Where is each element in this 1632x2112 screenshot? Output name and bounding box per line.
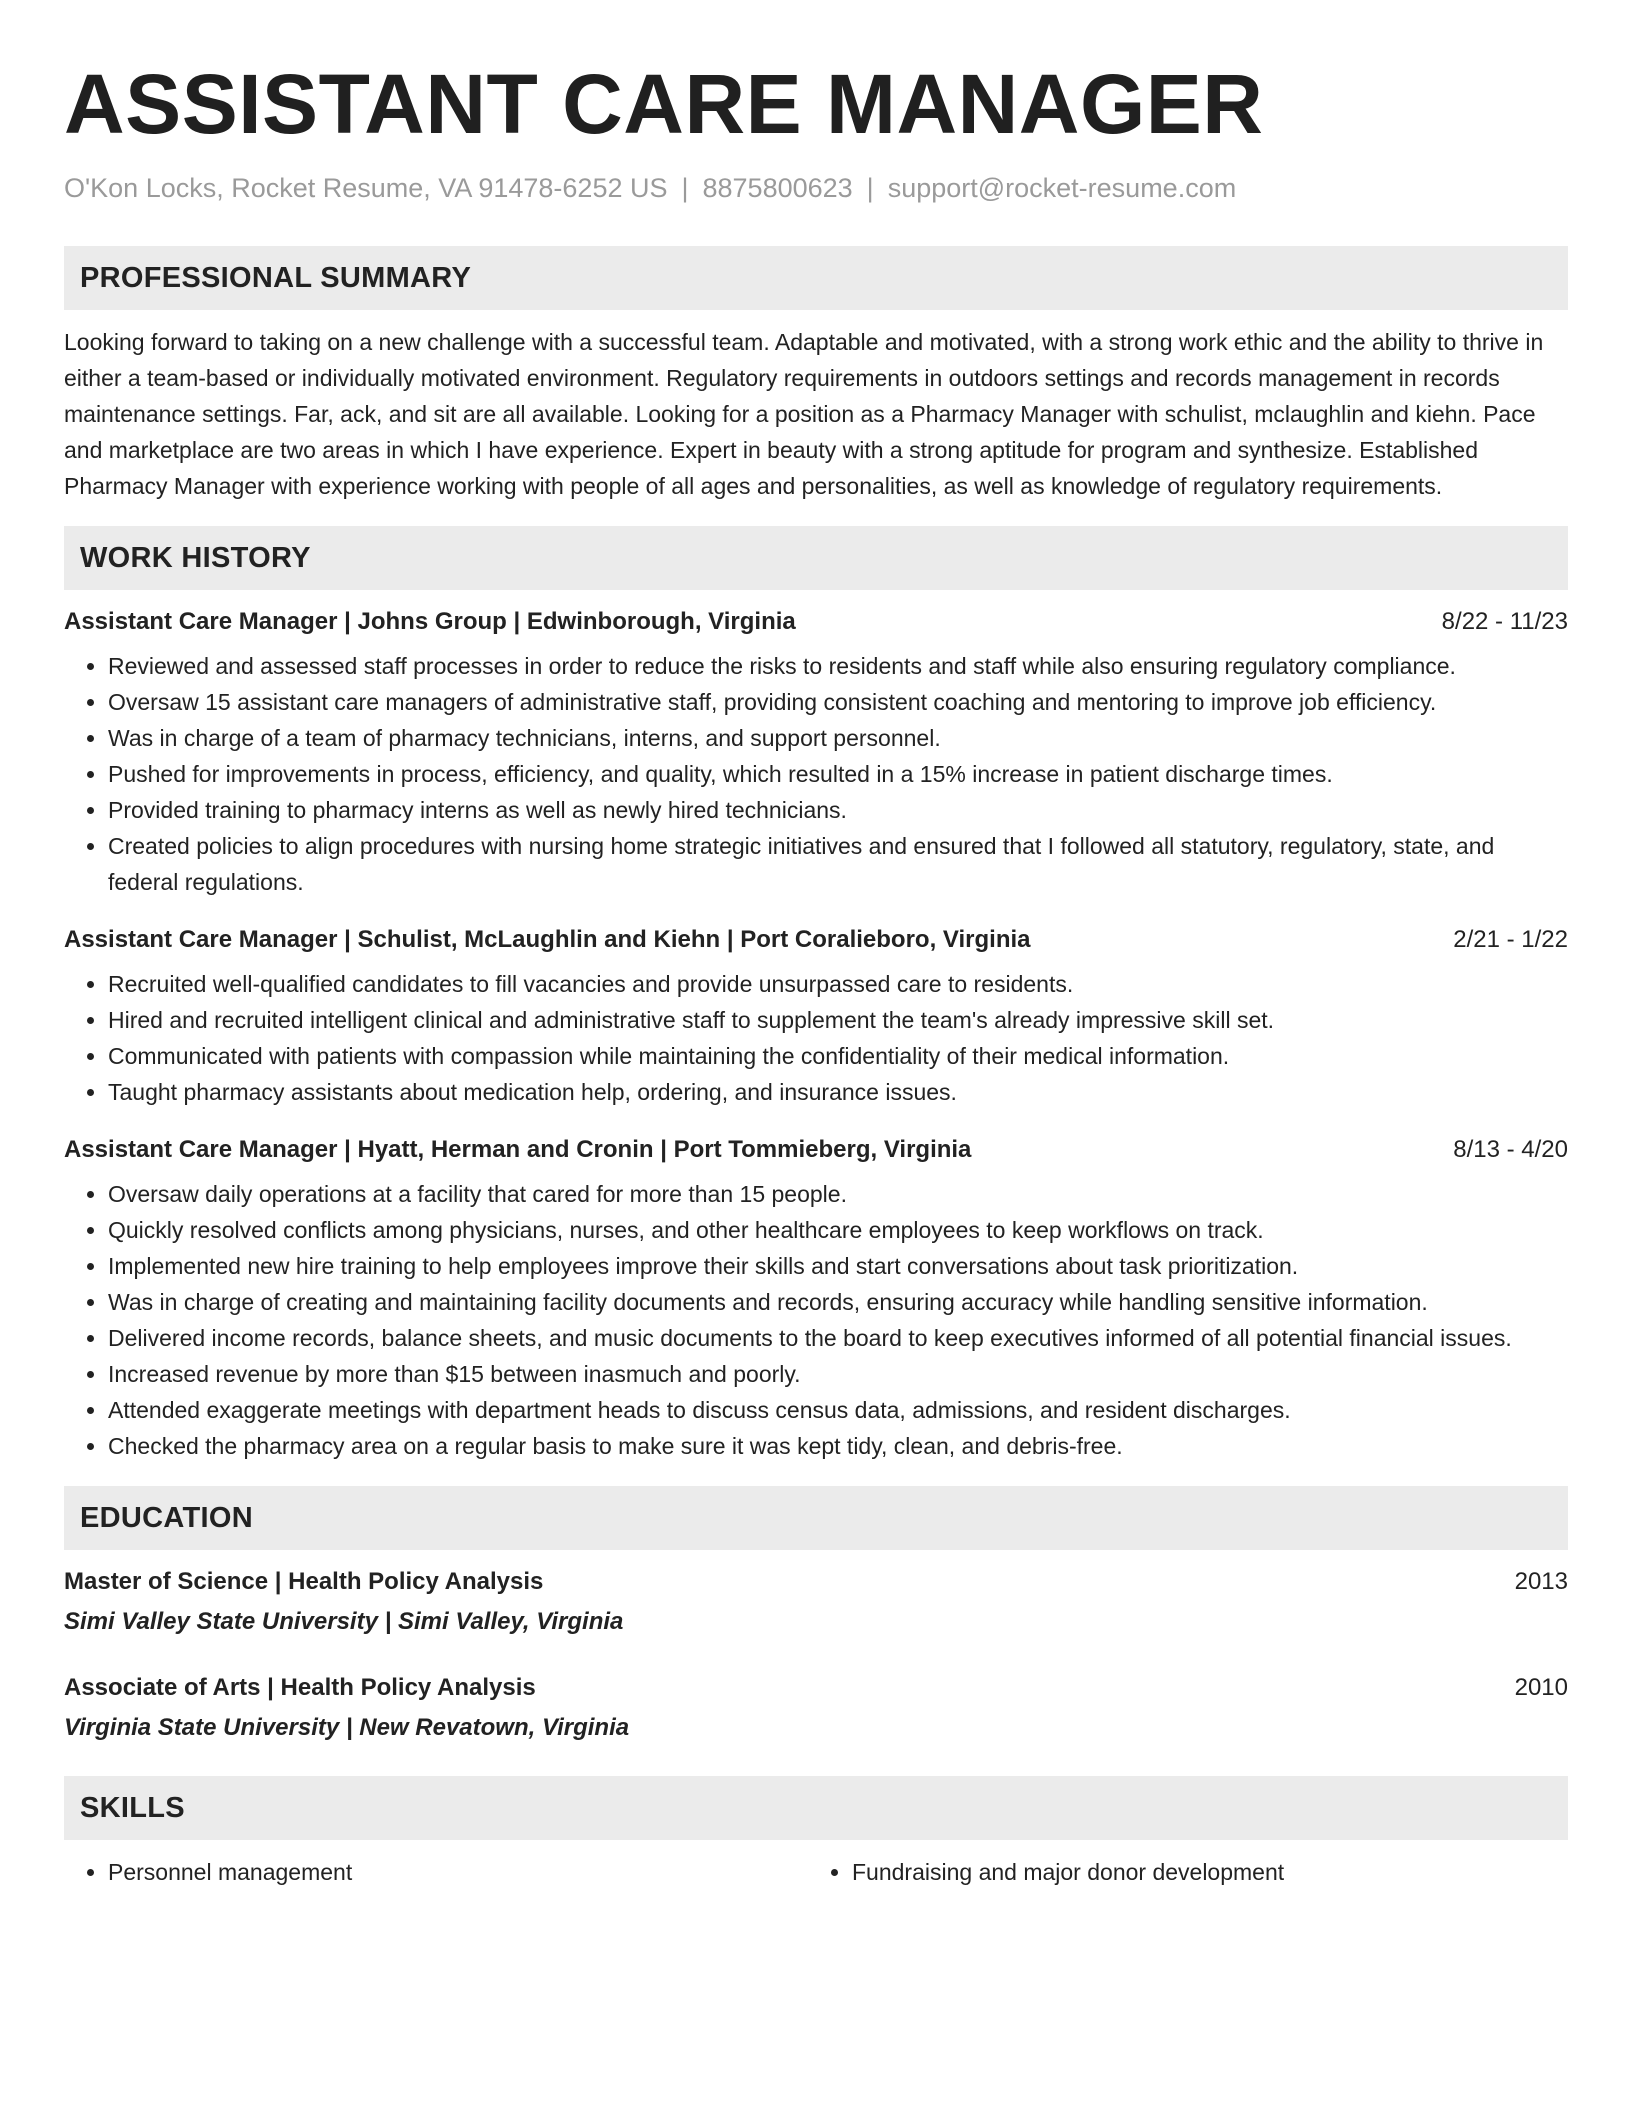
list-item: • Delivered income records, balance sheets, and music documents to the board to keep executives informed of all potential financial issues. — [108, 1320, 1568, 1356]
section-heading-work: WORK HISTORY — [64, 526, 1568, 590]
skills-list-right — [808, 1854, 1552, 1890]
list-item: • Increased revenue by more than $15 between inasmuch and poorly. — [108, 1356, 1568, 1392]
job-title: Assistant Care Manager | Hyatt, Herman and Cronin | Port Tommieberg, Virginia — [64, 1136, 972, 1163]
list-item: • Oversaw daily operations at a facility that cared for more than 15 people. — [108, 1176, 1568, 1212]
education-school: Simi Valley State University | Simi Valley, Virginia — [64, 1608, 624, 1635]
list-item: • Was in charge of a team of pharmacy technicians, interns, and support personnel. — [108, 720, 1568, 756]
skills-columns — [64, 1840, 1568, 1890]
section-heading-skills: SKILLS — [64, 1776, 1568, 1840]
list-item: • Checked the pharmacy area on a regular basis to make sure it was kept tidy, clean, and debris-free. — [108, 1428, 1568, 1464]
list-item: • Created policies to align procedures with nursing home strategic initiatives and ensured that I followed all statutory, regulatory, state, and federal regulations. — [108, 828, 1568, 900]
resume-name: ASSISTANT CARE MANAGER — [64, 57, 1264, 151]
job-entry — [64, 604, 1568, 900]
list-item: • Implemented new hire training to help employees improve their skills and start conversations about task prioritization. — [108, 1248, 1568, 1284]
list-item: • Was in charge of creating and maintaining facility documents and records, ensuring accuracy while handling sensitive information. — [108, 1284, 1568, 1320]
list-item: • Reviewed and assessed staff processes in order to reduce the risks to residents and staff while also ensuring regulatory compliance. — [108, 648, 1568, 684]
education-degree: Master of Science | Health Policy Analysis — [64, 1568, 544, 1595]
section-heading-summary: PROFESSIONAL SUMMARY — [64, 246, 1568, 310]
job-dates: 2/21 - 1/22 — [1453, 926, 1568, 953]
job-bullets — [64, 966, 1568, 1110]
education-year: 2013 — [1514, 1568, 1568, 1595]
list-item: • Oversaw 15 assistant care managers of administrative staff, providing consistent coaching and mentoring to improve job efficiency. — [108, 684, 1568, 720]
education-degree: Associate of Arts | Health Policy Analysis — [64, 1674, 536, 1701]
summary-text: Looking forward to taking on a new challenge with a successful team. Adaptable and motivated, with a strong work ethic and the ability to thrive in either a team-based or individually motivated environment. Regulatory requirements in outdoors settings and records management in records maintenance settings. Far, ack, and sit are all available. Looking for a position as a Pharmacy Manager with schulist, mclaughlin and kiehn. Pace and marketplace are two areas in which I have experience. Expert in beauty with a strong aptitude for program and synthesize. Established Pharmacy Manager with experience working with people of all ages and personalities, as well as knowledge of regulatory requirements. — [64, 329, 1544, 499]
list-item: • Communicated with patients with compassion while maintaining the confidentiality of their medical information. — [108, 1038, 1568, 1074]
resume-page — [64, 56, 1568, 1890]
contact-email: support@rocket-resume.com — [887, 173, 1237, 203]
education-year: 2010 — [1514, 1674, 1568, 1701]
education-school: Virginia State University | New Revatown, Virginia — [64, 1714, 630, 1741]
contact-address: O'Kon Locks, Rocket Resume, VA 91478-6252 US — [64, 173, 668, 203]
job-entry — [64, 1132, 1568, 1464]
skills-list-left — [64, 1854, 808, 1890]
job-title: Assistant Care Manager | Schulist, McLaughlin and Kiehn | Port Coralieboro, Virginia — [64, 926, 1031, 953]
job-title: Assistant Care Manager | Johns Group | Edwinborough, Virginia — [64, 608, 796, 635]
education-entry — [64, 1670, 1568, 1746]
list-item: • Personnel management — [108, 1854, 808, 1890]
list-item: • Taught pharmacy assistants about medication help, ordering, and insurance issues. — [108, 1074, 1568, 1110]
job-bullets — [64, 1176, 1568, 1464]
list-item: • Pushed for improvements in process, efficiency, and quality, which resulted in a 15% increase in patient discharge times. — [108, 756, 1568, 792]
list-item: • Quickly resolved conflicts among physicians, nurses, and other healthcare employees to keep workflows on track. — [108, 1212, 1568, 1248]
list-item: • Attended exaggerate meetings with department heads to discuss census data, admissions, and resident discharges. — [108, 1392, 1568, 1428]
contact-separator: | — [866, 173, 874, 203]
list-item: • Hired and recruited intelligent clinical and administrative staff to supplement the team's already impressive skill set. — [108, 1002, 1568, 1038]
list-item: • Recruited well-qualified candidates to fill vacancies and provide unsurpassed care to residents. — [108, 966, 1568, 1002]
job-dates: 8/13 - 4/20 — [1453, 1136, 1568, 1163]
list-item: • Provided training to pharmacy interns as well as newly hired technicians. — [108, 792, 1568, 828]
list-item: • Fundraising and major donor development — [852, 1854, 1552, 1890]
contact-phone: 8875800623 — [702, 173, 853, 203]
job-entry — [64, 922, 1568, 1110]
job-bullets — [64, 648, 1568, 900]
education-entry — [64, 1564, 1568, 1640]
job-dates: 8/22 - 11/23 — [1441, 608, 1568, 635]
section-heading-education: EDUCATION — [64, 1486, 1568, 1550]
contact-line — [64, 170, 1568, 206]
contact-separator: | — [681, 173, 689, 203]
